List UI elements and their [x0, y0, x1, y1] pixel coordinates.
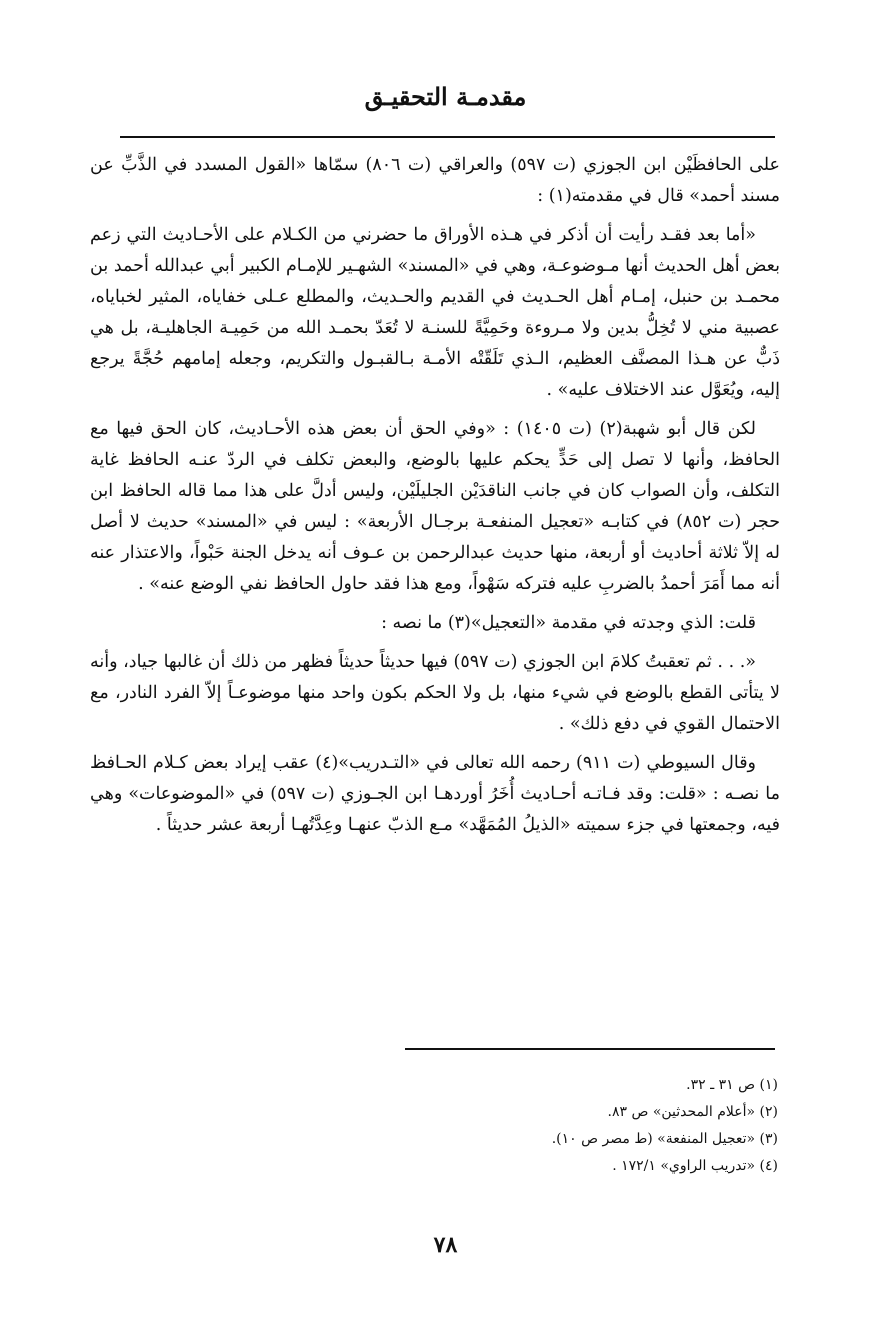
paragraph: على الحافظَيْن ابن الجوزي (ت ٥٩٧) والعراقي (ت ٨٠٦) سمّاها «القول المسدد في الذَّبِّ عن مسند أحمد» قال في مقدمته(١) : — [90, 155, 780, 206]
paragraph: لكن قال أبو شهبة(٢) (ت ١٤٠٥) : «وفي الحق أن بعض هذه الأحـاديث، كان الحق فيها مع الحافظ، وأنها لا تصل إلى حَدٍّ يحكم عليها بالوضع، والبعض تكلف في الردّ عنـه الحافظ غاية التكلف، وأن الصواب كان في جانب الناقدَيْن الجليلَيْن، وليس أدلَّ على هذا مما قاله الحافظ ابن حجر (ت ٨٥٢) في كتابـه «تعجيل المنفعـة برجـال الأربعة» : ليس في «المسند» حديث لا أصل له إلاّ ثلاثة أحاديث أو أربعة، منها حديث عبدالرحمن بن عـوف أنه يدخل الجنة حَبْواً، والاعتذار عنه أنه مما أَمَرَ أحمدُ بالضربِ عليه فتركه سَهْواً، ومع هذا فقد حاول الحافظ نفي الوضع عنه» . — [90, 419, 781, 594]
paragraph: وقال السيوطي (ت ٩١١) رحمه الله تعالى في «التـدريب»(٤) عقب إيراد بعض كـلام الحـافظ ما نصـه : «قلت: وقد فـاتـه أحـاديث أُخَرُ أوردهـا ابن الجـوزي (ت ٥٩٧) في «الموضوعات» وهي فيه، وجمعتها في جزء سميته «الذيلُ المُمَهَّد» مـع الذبّ عنهـا وعِدَّتُهـا أربعة عشر حديثاً . — [90, 753, 780, 835]
footnote-item: (١) ص ٣١ ـ ٣٢. — [686, 1077, 778, 1093]
footnote-item: (٤) «تدريب الراوي» ١٧٢/١ . — [612, 1158, 778, 1174]
footnotes — [400, 1072, 778, 1180]
page-number: ٧٨ — [433, 1232, 458, 1258]
footnote-item: (٢) «أعلام المحدثين» ص ٨٣. — [607, 1104, 778, 1120]
main-text — [90, 150, 780, 849]
paragraph: قلت: الذي وجدته في مقدمة «التعجيل»(٣) ما نصه : — [381, 613, 756, 633]
footnote-item: (٣) «تعجيل المنفعة» (ط مصر ص ١٠). — [551, 1131, 778, 1147]
paragraph-quote: «أما بعد فقـد رأيت أن أذكر في هـذه الأوراق ما حضرني من الكـلام على الأحـاديث التي زعم بعض أهل الحديث أنها مـوضوعـة، وهي في «المسند» الشهـير للإمـام الكبير أبي عبدالله أحمد بن محمـد بن حنبل، إمـام أهل الحـديث في القديم والحـديث، والمطلع عـلى خفاياه، المثير لخباياه، عصبية مني لا تُخِلُّ بدين ولا مـروءة وحَمِيَّةً للسنـة لا تُعَدّ بحمـد الله من حَمِيـة الجاهليـة، بل هي ذَبٌّ عن هـذا المصنَّف العظيم، الـذي تَلَقّتْه الأمـة بـالقبـول والتكريم، وجعله إمامهم حُجَّةً يرجع إليه، ويُعَوَّل عند الاختلاف عليه» . — [90, 225, 780, 400]
header-divider — [120, 136, 775, 138]
running-header-title: مقدمـة التحقيـق — [364, 82, 527, 111]
footnote-divider — [405, 1048, 775, 1050]
paragraph-quote: «. . . ثم تعقبتُ كلامَ ابن الجوزي (ت ٥٩٧) فيها حديثاً حديثاً فظهر من ذلك أن غالبها جياد، وأنه لا يتأتى القطع بالوضع في شيء منها، بل ولا الحكم بكون واحد منها موضوعـاً إلاّ الفرد النادر، مع الاحتمال القوي في دفع ذلك» . — [90, 652, 780, 734]
